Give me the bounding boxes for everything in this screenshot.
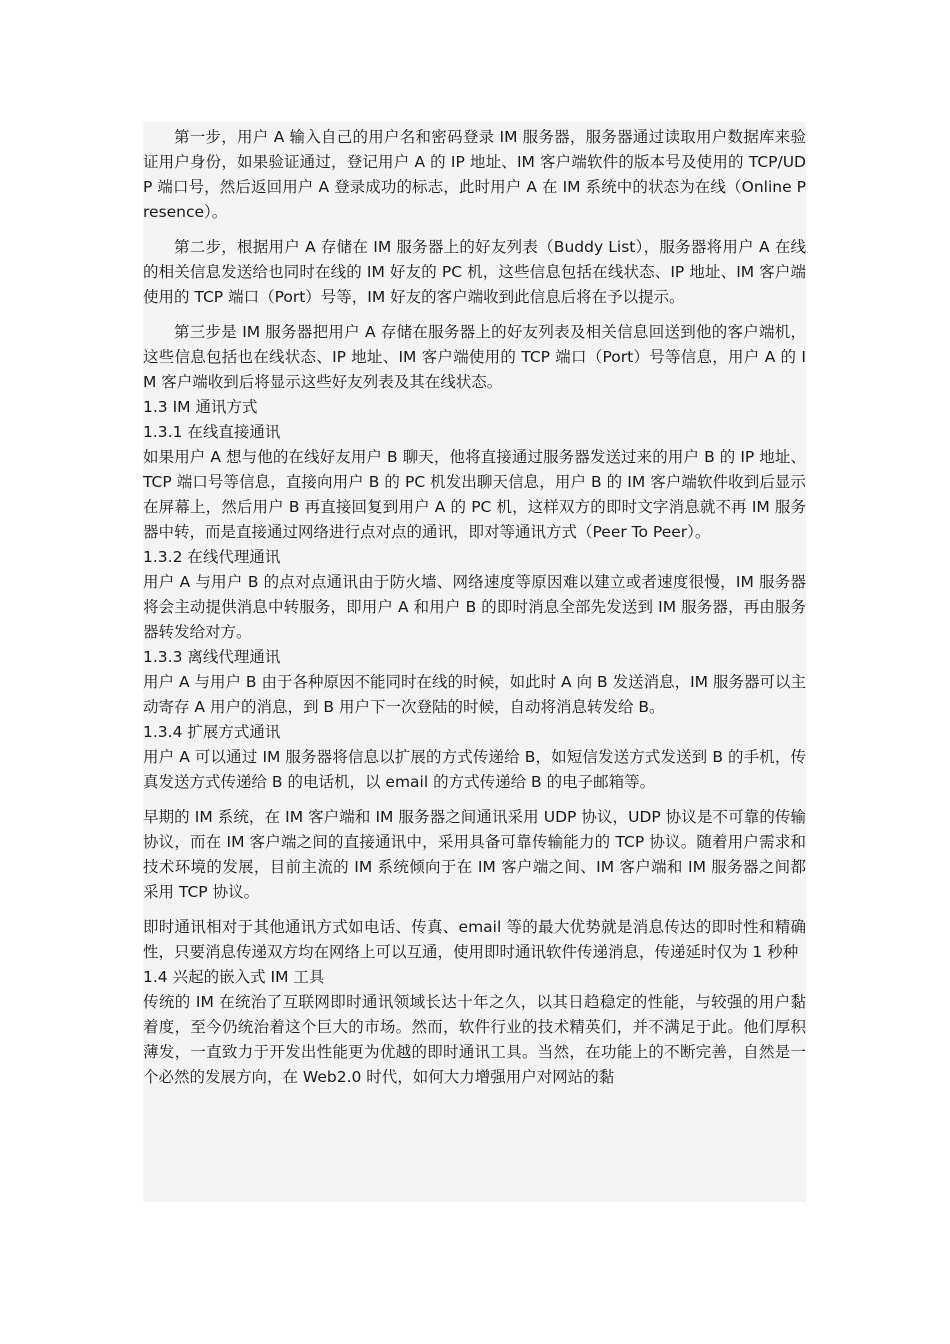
advantage-paragraph: 即时通讯相对于其他通讯方式如电话、传真、email 等的最大优势就是消息传达的即时性和精确性，只要消息传递双方均在网络上可以互通，使用即时通讯软件传递消息，传递延时仅为 1 秒种 (143, 918, 806, 961)
section-1-3-1-paragraph: 如果用户 A 想与他的在线好友用户 B 聊天，他将直接通过服务器发送过来的用户 B 的 IP 地址、TCP 端口号等信息，直接向用户 B 的 PC 机发出聊天信息，用户 B 的 IM 客户端软件收到后显示在屏幕上，然后用户 B 再直接回复到用户 A 的 PC 机，这样双方的即时文字消息就不再 IM 服务器中转，而是直接通过网络进行点对点的通讯，即对等通讯方式（Peer To Peer）。 (143, 448, 806, 541)
section-heading-1-3-4: 1.3.4 扩展方式通讯 (143, 723, 281, 741)
step3-paragraph: 第三步是 IM 服务器把用户 A 存储在服务器上的好友列表及相关信息回送到他的客户端机，这些信息包括也在线状态、IP 地址、IM 客户端使用的 TCP 端口（Port）号等信息，用户 A 的 IM 客户端收到后将显示这些好友列表及其在线状态。 (143, 323, 806, 391)
step1-paragraph: 第一步，用户 A 输入自己的用户名和密码登录 IM 服务器，服务器通过读取用户数据库来验证用户身份，如果验证通过，登记用户 A 的 IP 地址、IM 客户端软件的版本号及使用的 TCP/UDP 端口号，然后返回用户 A 登录成功的标志，此时用户 A 在 IM 系统中的状态为在线（Online Presence）。 (143, 128, 806, 221)
section-heading-1-3-3: 1.3.3 离线代理通讯 (143, 648, 281, 666)
step2-paragraph: 第二步，根据用户 A 存储在 IM 服务器上的好友列表（Buddy List），服务器将用户 A 在线的相关信息发送给也同时在线的 IM 好友的 PC 机，这些信息包括在线状态、IP 地址、IM 客户端使用的 TCP 端口（Port）号等，IM 好友的客户端收到此信息后将在予以提示。 (143, 238, 806, 306)
section-heading-1-3-1: 1.3.1 在线直接通讯 (143, 423, 281, 441)
section-1-3-3-paragraph: 用户 A 与用户 B 由于各种原因不能同时在线的时候，如此时 A 向 B 发送消息，IM 服务器可以主动寄存 A 用户的消息，到 B 用户下一次登陆的时候，自动将消息转发给 B。 (143, 673, 806, 716)
document-body (143, 122, 806, 1202)
section-heading-1-3-2: 1.3.2 在线代理通讯 (143, 548, 281, 566)
section-heading-1-3: 1.3 IM 通讯方式 (143, 398, 258, 416)
section-1-3-2-paragraph: 用户 A 与用户 B 的点对点通讯由于防火墙、网络速度等原因难以建立或者速度很慢，IM 服务器将会主动提供消息中转服务，即用户 A 和用户 B 的即时消息全部先发送到 IM 服务器，再由服务器转发给对方。 (143, 573, 806, 641)
early-im-paragraph: 早期的 IM 系统，在 IM 客户端和 IM 服务器之间通讯采用 UDP 协议，UDP 协议是不可靠的传输协议，而在 IM 客户端之间的直接通讯中，采用具备可靠传输能力的 TCP 协议。随着用户需求和技术环境的发展，目前主流的 IM 系统倾向于在 IM 客户端之间、IM 客户端和 IM 服务器之间都采用 TCP 协议。 (143, 808, 806, 901)
section-heading-1-4: 1.4 兴起的嵌入式 IM 工具 (143, 968, 325, 986)
section-1-3-4-paragraph: 用户 A 可以通过 IM 服务器将信息以扩展的方式传递给 B，如短信发送方式发送到 B 的手机，传真发送方式传递给 B 的电话机，以 email 的方式传递给 B 的电子邮箱等。 (143, 748, 806, 791)
section-1-4-paragraph: 传统的 IM 在统治了互联网即时通讯领域长达十年之久，以其日趋稳定的性能，与较强的用户黏着度，至今仍统治着这个巨大的市场。然而，软件行业的技术精英们，并不满足于此。他们厚积薄发，一直致力于开发出性能更为优越的即时通讯工具。当然，在功能上的不断完善，自然是一个必然的发展方向，在 Web2.0 时代，如何大力增强用户对网站的黏 (143, 993, 806, 1086)
